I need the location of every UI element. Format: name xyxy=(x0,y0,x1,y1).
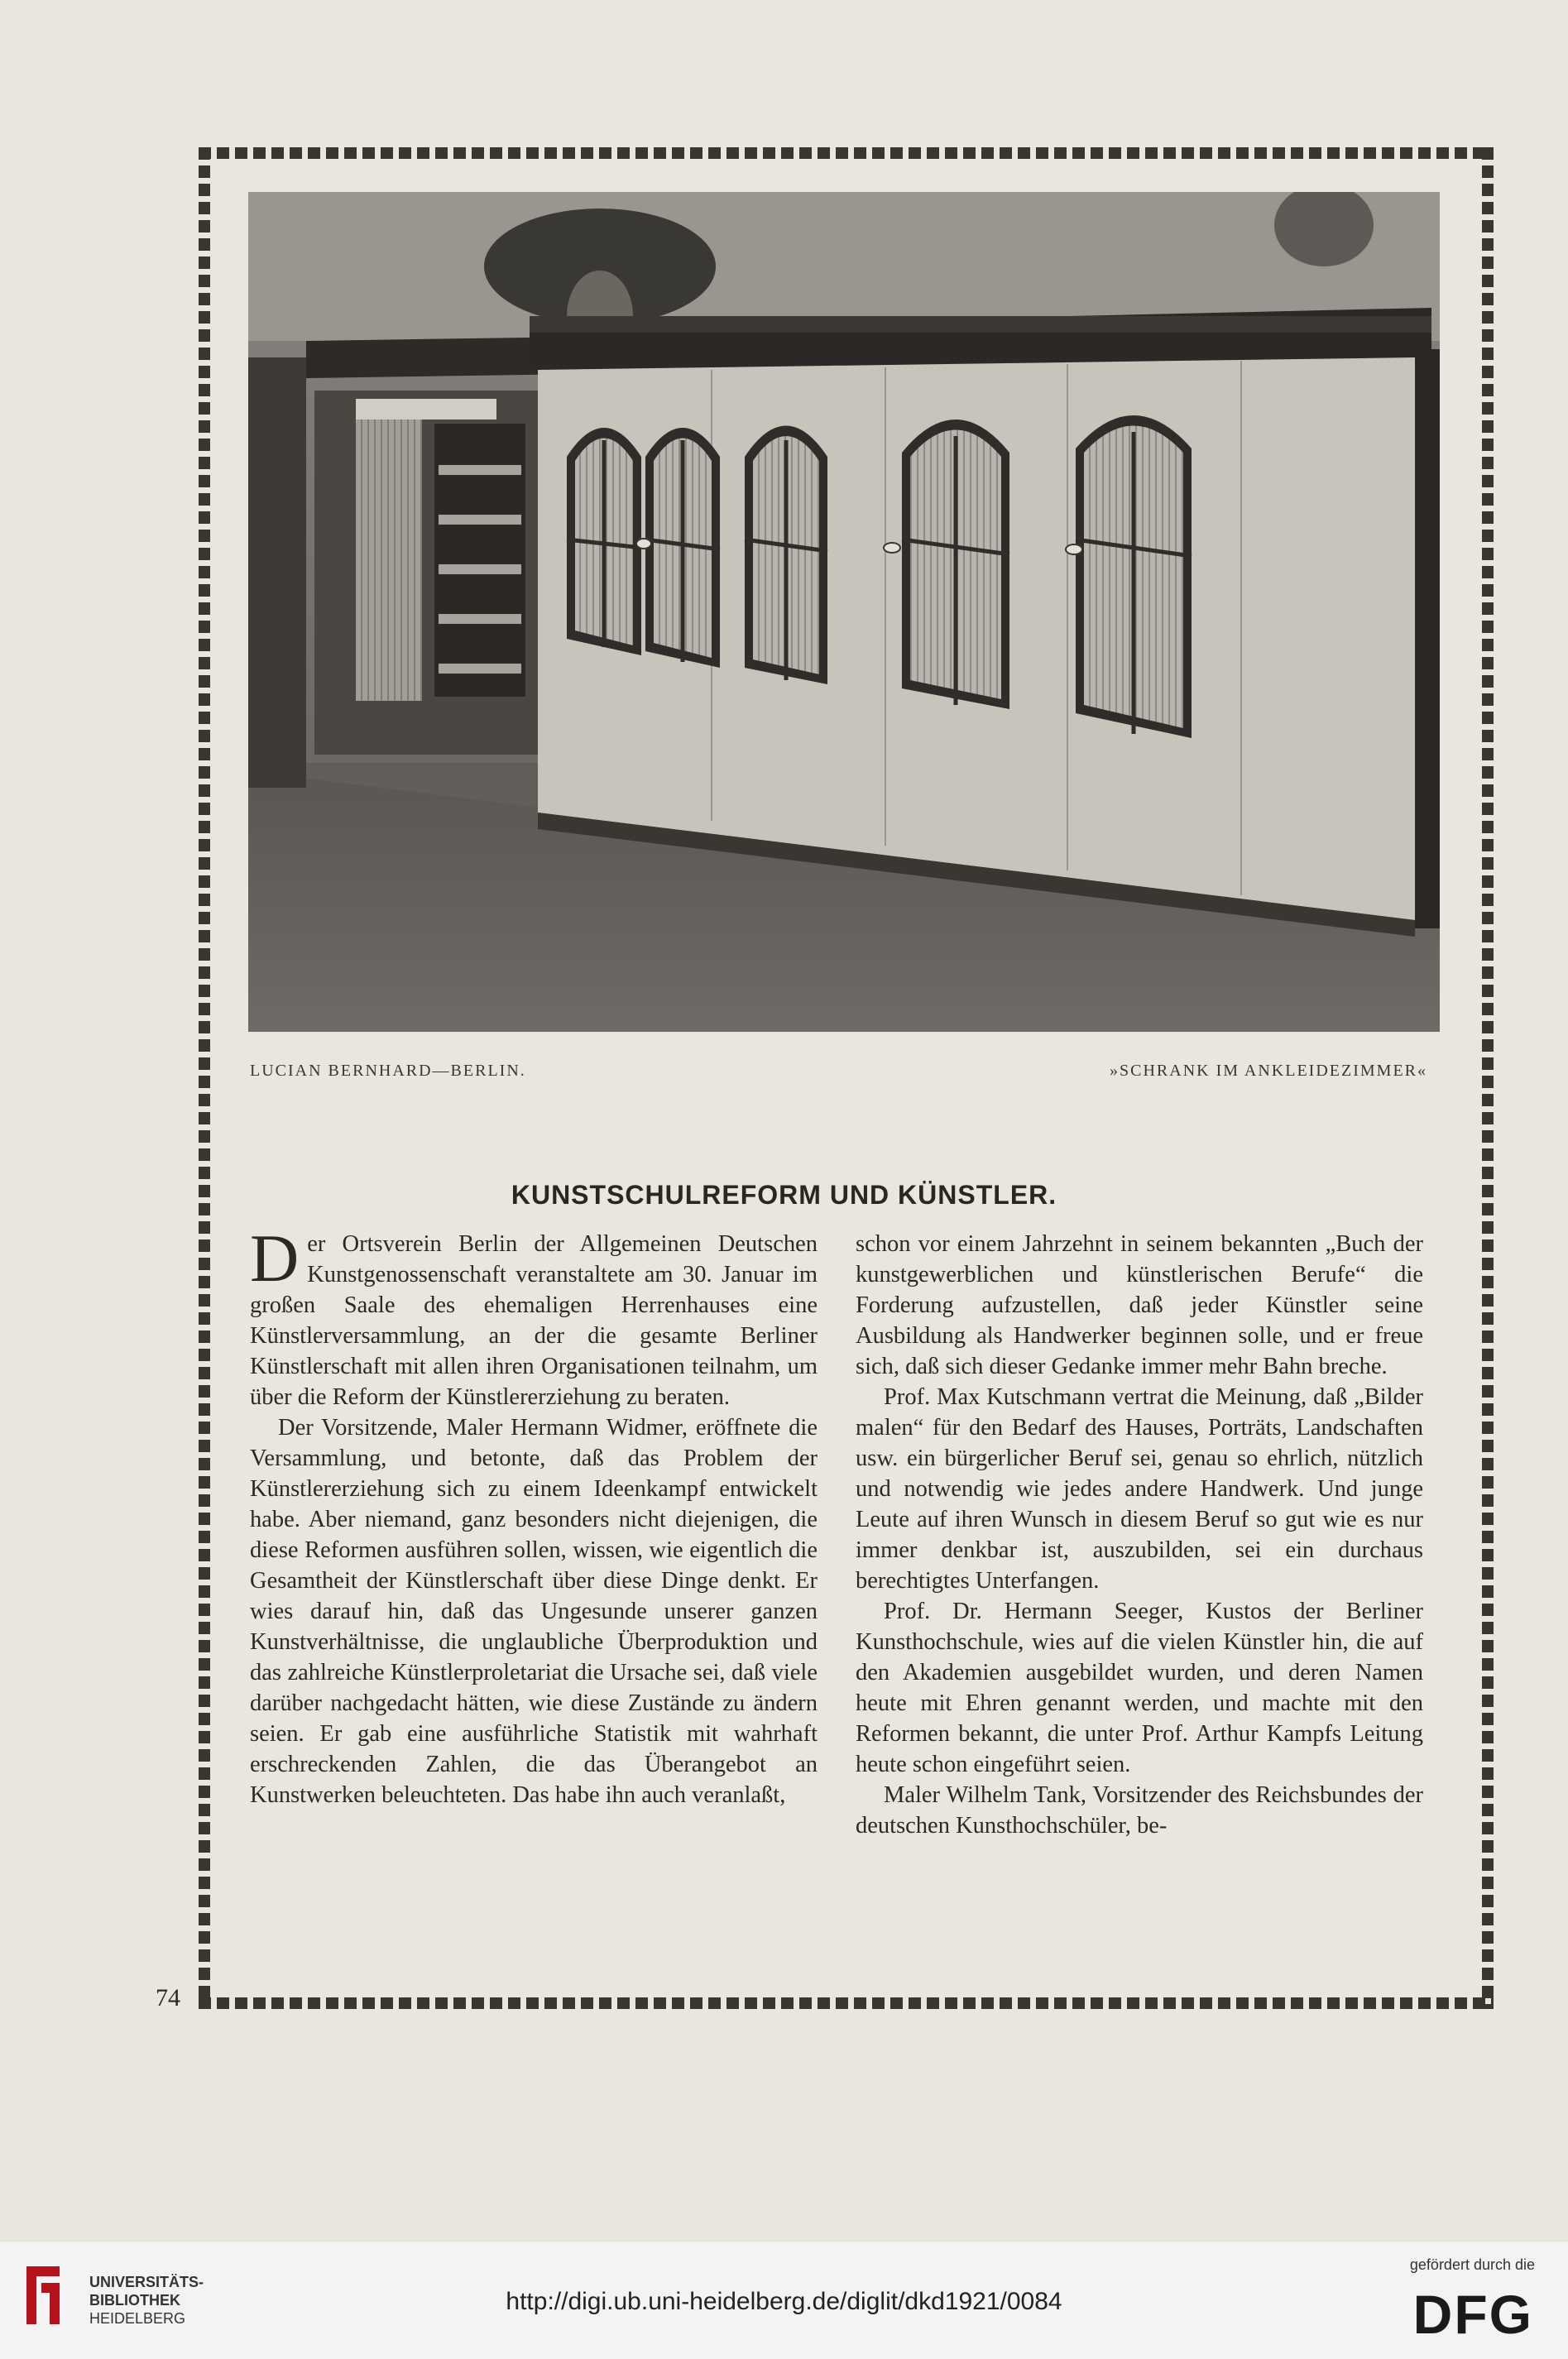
digitization-footer xyxy=(0,2241,1568,2359)
paragraph-text: er Ortsverein Berlin der Allgemeinen Deutschen Kunstgenossenschaft veranstaltete am 30. Januar im großen Saale des ehemaligen Herrenhauses eine Künstlerversammlung, an der die gesamte Berliner Künstlerschaft mit allen ihren Organisationen teilnahm, um über die Reform der Künstlererziehung zu beraten. xyxy=(250,1231,818,1410)
dotted-border-top xyxy=(199,147,1494,159)
article-paragraph: Prof. Max Kutschmann vertrat die Meinung, daß „Bilder malen“ für den Bedarf des Hauses, Porträts, Landschaften usw. ein bürgerlicher Beruf sei, genau so ehrlich, nützlich und notwendig wie jedes andere Handwerk. Und junge Leute auf ihren Wunsch in diesem Beruf so gut wie es nur immer denkbar ist, auszubilden, sei ein durchaus berechtigtes Unterfangen. xyxy=(856,1384,1423,1594)
photo-caption-title: »SCHRANK IM ANKLEIDEZIMMER« xyxy=(1110,1062,1427,1080)
library-name-line: BIBLIOTHEK xyxy=(89,2292,180,2309)
photo-caption-artist: LUCIAN BERNHARD—BERLIN. xyxy=(250,1062,526,1080)
article-column-right xyxy=(856,1229,1423,1841)
library-name-line: HEIDELBERG xyxy=(89,2310,186,2327)
dotted-border-bottom xyxy=(199,1997,1494,2009)
article-column-left xyxy=(250,1220,818,1810)
cabinet-photograph xyxy=(248,192,1440,1032)
page-number: 74 xyxy=(156,1984,180,2011)
dotted-border-left xyxy=(199,147,210,2009)
article-paragraph: Der Vorsitzende, Maler Hermann Widmer, eröffnete die Versammlung, und betonte, daß das Problem der Künstlererziehung sich zu einem Ideenkampf entwickelt habe. Aber niemand, ganz besonders nicht diejenigen, die diese Reformen ausführen sollen, wissen, wie eigentlich die Gesamtheit der Künstlerschaft über diese Dinge denkt. Er wies darauf hin, daß das Ungesunde unserer ganzen Kunstverhältnisse, die unglaubliche Überproduktion und das zahlreiche Künstlerproletariat die Ursache sei, daß viele darüber nachgedacht hätten, wie diese Zustände zu ändern seien. Er gab eine ausführliche Statistik mit wahrhaft erschreckenden Zahlen, die das Überangebot an Kunstwerken beleuchteten. Das habe ihn auch veranlaßt, xyxy=(250,1415,818,1808)
article-paragraph: Maler Wilhelm Tank, Vorsitzender des Reichsbundes der deutschen Kunsthochschüler, be- xyxy=(856,1782,1423,1839)
article-paragraph xyxy=(250,1220,818,1412)
article-paragraph: schon vor einem Jahrzehnt in seinem bekannten „Buch der kunstgewerblichen und künstlerischen Berufe“ die Forderung aufzustellen, daß jeder Künstler seine Ausbildung als Handwerker beginnen solle, und er freue sich, daß sich dieser Gedanke immer mehr Bahn breche. xyxy=(856,1231,1423,1379)
funding-note: gefördert durch die xyxy=(1409,2256,1535,2273)
article-paragraph: Prof. Dr. Hermann Seeger, Kustos der Berliner Kunsthochschule, wies auf die vielen Künstler hin, die auf den Akademien ausgebildet wurden, und deren Namen heute mit Ehren genannt werden, und machte mit den Reformen bekannt, die unter Prof. Arthur Kampfs Leitung heute schon eingeführt seien. xyxy=(856,1599,1423,1777)
dfg-logo: DFG xyxy=(1412,2284,1533,2345)
cabinet-photo-drawing xyxy=(248,192,1440,1032)
drop-cap: D xyxy=(250,1220,300,1296)
library-name-line: UNIVERSITÄTS- xyxy=(89,2274,204,2290)
article-title: KUNSTSCHULREFORM UND KÜNSTLER. xyxy=(511,1180,1057,1211)
digital-copy-url[interactable]: http://digi.ub.uni-heidelberg.de/diglit/dkd1921/0084 xyxy=(506,2288,1062,2315)
dotted-border-right xyxy=(1482,147,1494,2009)
